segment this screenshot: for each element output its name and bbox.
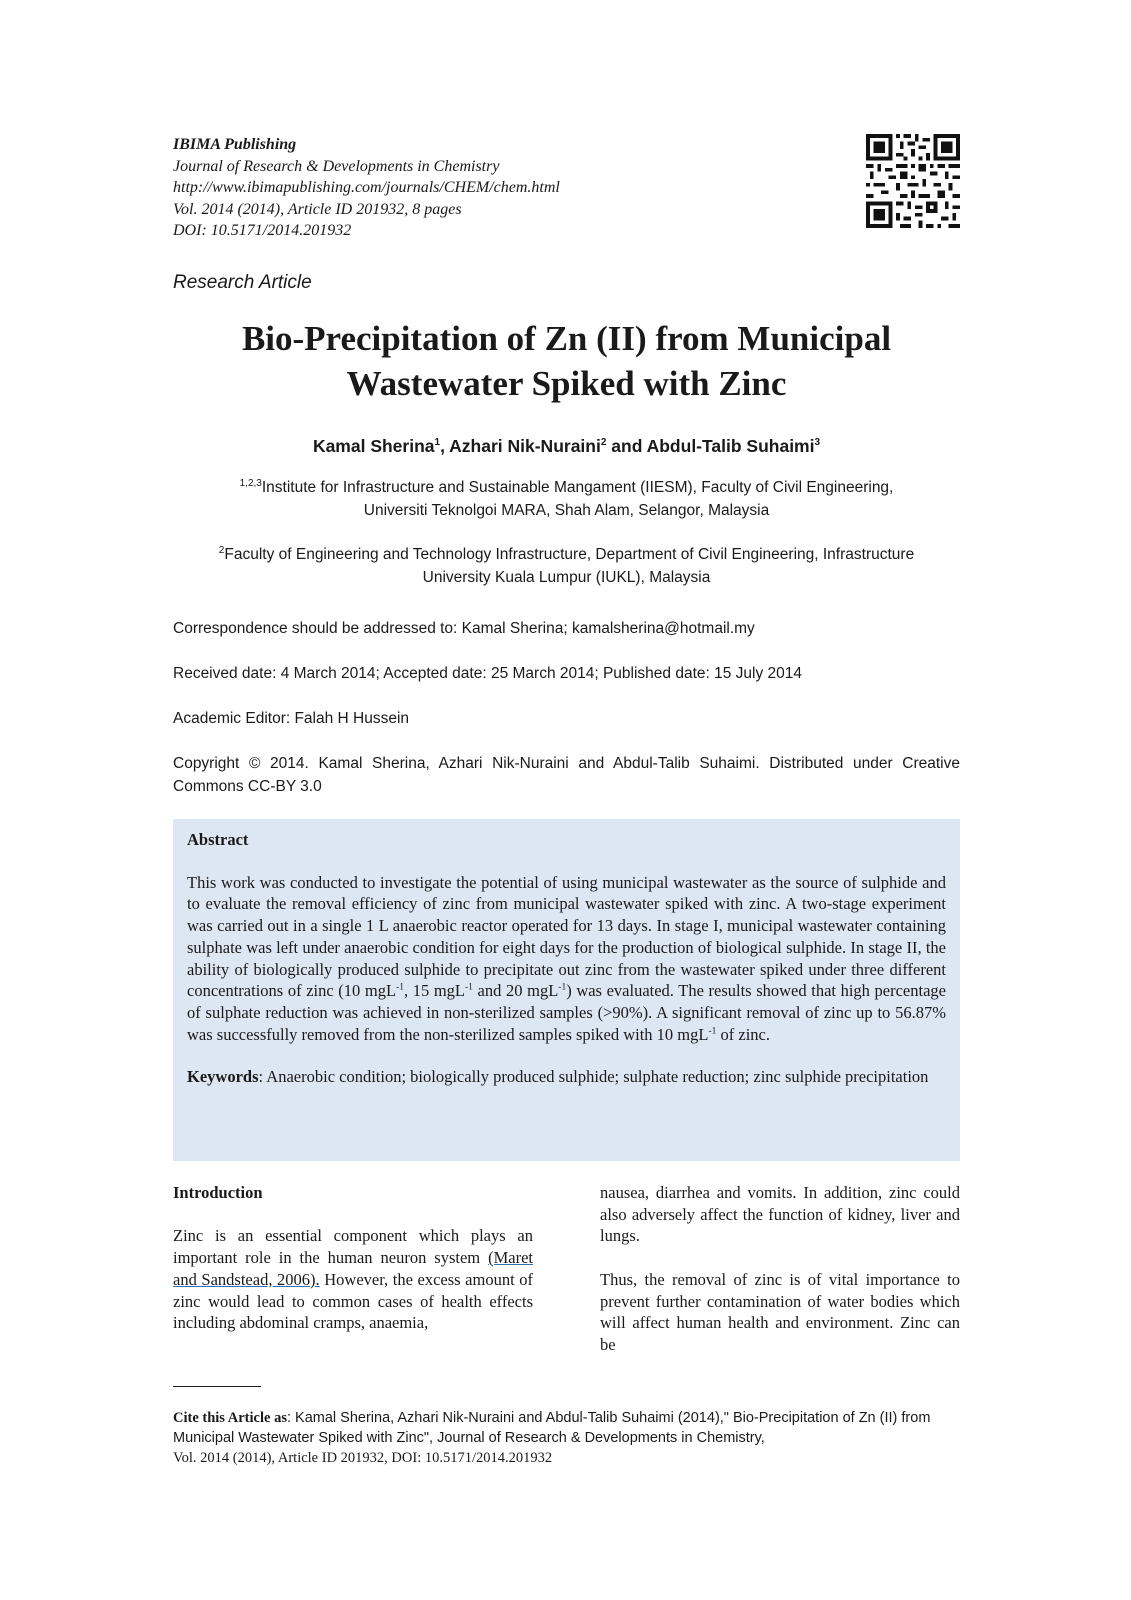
intro-paragraph: nausea, diarrhea and vomits. In addition, zinc could also adversely affect the function of kidney, liver and lungs.: [600, 1183, 960, 1246]
affiliation: [173, 543, 960, 589]
article-type: Research Article: [173, 272, 312, 293]
author-name: Kamal Sherina: [312, 436, 435, 456]
journal-name: Journal of Research & Developments in Chemistry: [173, 157, 500, 175]
publication-header: [173, 134, 773, 242]
affiliation-superscript: 2: [218, 544, 225, 556]
abstract-box: [173, 819, 960, 1161]
affiliation-line: Universiti Teknolgoi MARA, Shah Alam, Selangor, Malaysia: [363, 502, 770, 519]
affiliation: [173, 476, 960, 522]
abstract-segment: of zinc.: [716, 1024, 770, 1044]
keywords-text: : Anaerobic condition; biologically produced sulphide; sulphate reduction; zinc sulphide precipitation: [258, 1067, 929, 1087]
paragraph-text: However, the excess amount of zinc would lead to common cases of health effects including abdominal cramps, anaemia,: [173, 1269, 533, 1333]
affiliation-text: Institute for Infrastructure and Sustainable Mangament (IIESM), Faculty of Civil Engineering,: [261, 479, 894, 496]
intro-paragraph: Thus, the removal of zinc is of vital importance to prevent further contamination of water bodies which will affect human health and environment. Zinc can be: [600, 1269, 960, 1354]
copyright-notice: Copyright © 2014. Kamal Sherina, Azhari Nik-Nuraini and Abdul-Talib Suhaimi. Distributed under Creative Commons CC-BY 3.0: [173, 755, 960, 795]
affiliation-text: Faculty of Engineering and Technology Infrastructure, Department of Civil Engineering, Infrastructure: [224, 546, 915, 563]
citation-body: : Kamal Sherina, Azhari Nik-Nuraini and Abdul-Talib Suhaimi (2014)," Bio-Precipitation of Zn (II) from Municipal Wastewater Spiked with Zinc", Journal of Research & Developments in Chemistry,: [173, 1410, 931, 1446]
abstract-segment: This work was conducted to investigate the potential of using municipal wastewater as the source of sulphide and to evaluate the removal efficiency of zinc from municipal wastewater spiked with zinc. A two-stage experiment was carried out in a single 1 L anaerobic reactor operated for 13 days. In stage I, municipal wastewater containing sulphate was left under anaerobic condition for eight days for the production of biological sulphide. In stage II, the ability of biologically produced sulphide to precipitate out zinc from the wastewater spiked under three different concentrations of zinc (10 mgL: [187, 872, 946, 1001]
abstract-heading: Abstract: [187, 830, 249, 849]
reference-link[interactable]: (Maret and Sandstead, 2006).: [173, 1248, 533, 1289]
abstract-text: [187, 872, 946, 1046]
affiliation-line: [173, 543, 960, 566]
paper-title: [173, 316, 960, 406]
citation-line: Vol. 2014 (2014), Article ID 201932, DOI: 10.5171/2014.201932: [173, 1450, 553, 1466]
paragraph-text: Zinc is an essential component which plays an important role in the human neuron system: [173, 1226, 533, 1268]
academic-editor: Academic Editor: Falah H Hussein: [173, 710, 410, 727]
unit-superscript: -1: [465, 982, 473, 993]
author-name: Azhari Nik-Nuraini: [449, 436, 601, 456]
abstract-segment: , 15 mgL: [403, 981, 466, 1001]
author-superscript: 1: [434, 437, 441, 449]
introduction-heading: Introduction: [173, 1183, 263, 1202]
affiliation-superscript: 1,2,3: [239, 477, 262, 489]
abstract-segment: ) was evaluated. The results showed that high percentage of sulphate reduction was achieved in non-sterilized samples (>90%). A significant removal of zinc up to 56.87% was successfully removed from the non-sterilized samples spiked with 10 mgL: [187, 981, 946, 1044]
unit-superscript: -1: [708, 1026, 717, 1037]
correspondence: Correspondence should be addressed to: Kamal Sherina; kamalsherina@hotmail.my: [173, 620, 755, 637]
footnote-divider: [173, 1386, 261, 1387]
abstract-segment: and 20 mgL: [472, 981, 559, 1001]
author-superscript: 3: [814, 437, 821, 449]
keywords: [187, 1066, 946, 1088]
citation-block: [173, 1408, 960, 1468]
journal-url[interactable]: http://www.ibimapublishing.com/journals/CHEM/chem.html: [173, 179, 560, 196]
left-column: [173, 1182, 533, 1334]
doi: DOI: 10.5171/2014.201932: [173, 222, 352, 239]
citation-label: Cite this Article as: [173, 1410, 287, 1426]
publisher-name: IBIMA Publishing: [173, 136, 297, 153]
citation-text: [173, 1408, 960, 1448]
author-name: Abdul-Talib Suhaimi: [646, 436, 815, 456]
volume-info: Vol. 2014 (2014), Article ID 201932, 8 pages: [173, 200, 462, 218]
title-line-2: Wastewater Spiked with Zinc: [346, 364, 787, 403]
author-superscript: 2: [600, 437, 607, 449]
author-list: [173, 436, 960, 457]
author-separator: ,: [440, 436, 450, 456]
title-line-1: Bio-Precipitation of Zn (II) from Municipal: [241, 319, 892, 358]
author-separator: and: [606, 436, 647, 456]
affiliation-line: University Kuala Lumpur (IUKL), Malaysia: [422, 569, 711, 586]
unit-superscript: -1: [558, 982, 567, 993]
affiliation-line: [173, 476, 960, 499]
right-column: [600, 1182, 960, 1356]
qr-code-icon: [866, 134, 960, 228]
keywords-label: Keywords: [187, 1067, 259, 1087]
publication-dates: Received date: 4 March 2014; Accepted date: 25 March 2014; Published date: 15 July 2014: [173, 665, 803, 682]
unit-superscript: -1: [396, 982, 404, 993]
intro-paragraph: [173, 1225, 533, 1334]
